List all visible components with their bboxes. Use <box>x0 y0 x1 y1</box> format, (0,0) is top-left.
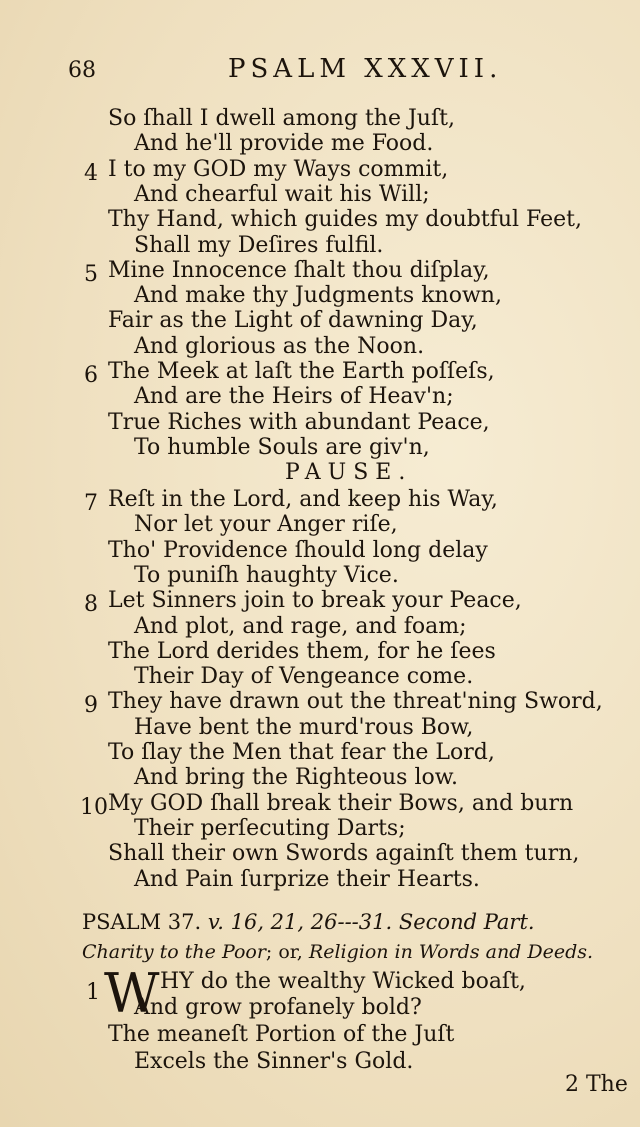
subtitle-charity: Charity to the Poor <box>82 941 266 963</box>
verse-line: To ſlay the Men that fear the Lord, <box>108 740 495 765</box>
verse-line: And Pain ſurprize their Hearts. <box>134 866 480 892</box>
verse-line: And plot, and rage, and foam; <box>134 613 467 639</box>
verse-line: The Meek at laſt the Earth poſſeſs, <box>108 359 495 384</box>
page-number: 68 <box>68 58 96 83</box>
verse-line: Mine Innocence ſhalt thou diſplay, <box>108 257 490 283</box>
verse-line: To humble Souls are giv'n, <box>134 434 430 460</box>
verse-line: Tho' Providence ſhould long delay <box>108 537 488 563</box>
pause-heading: PAUSE. <box>285 460 413 485</box>
verse-number: 7 <box>84 491 98 516</box>
verse-number: 9 <box>84 693 98 719</box>
section-subtitle <box>82 941 638 963</box>
verse-number: 6 <box>84 363 98 388</box>
verse-line: And grow profanely bold? <box>134 995 422 1020</box>
verse-line: To puniſh haughty Vice. <box>134 562 399 588</box>
running-header <box>0 52 640 86</box>
verse-line: My GOD ſhall break their Bows, and burn <box>108 790 574 816</box>
verse-line: Shall their own Swords againſt them turn, <box>108 841 580 867</box>
verse-line: I to my GOD my Ways commit, <box>108 156 449 182</box>
verse-line: HY do the wealthy Wicked boaſt, <box>160 969 526 994</box>
verse-line: The meaneſt Portion of the Juſt <box>108 1022 455 1047</box>
verse-line: And he'll provide me Food. <box>134 131 434 157</box>
verse-number: 8 <box>84 592 98 618</box>
verse-line: The Lord derides them, for he ſees <box>108 638 496 664</box>
verse-line: And glorious as the Noon. <box>134 333 425 359</box>
section-part: Second Part. <box>398 910 535 934</box>
section-verses: v. 16, 21, 26---31. <box>207 910 393 934</box>
verse-number: 10 <box>80 794 108 820</box>
verse-line: Their Day of Vengeance come. <box>134 664 474 690</box>
verse-line: Fair as the Light of dawning Day, <box>108 308 478 334</box>
psalm-title: PSALM XXXVII. <box>228 54 503 84</box>
verse-line: So ſhall I dwell among the Juſt, <box>108 106 455 131</box>
verse-number: 1 <box>86 980 100 1005</box>
verse-line: Their perſecuting Darts; <box>134 815 406 841</box>
section-heading <box>82 910 638 934</box>
verse-line: Excels the Sinner's Gold. <box>134 1049 414 1074</box>
verse-line: Thy Hand, which guides my doubtful Feet, <box>108 207 582 233</box>
section-psalm: PSALM 37. <box>82 910 202 934</box>
verse-number: 5 <box>84 261 98 287</box>
verse-line: Let Sinners join to break your Peace, <box>108 588 522 614</box>
verse-number: 4 <box>84 160 98 186</box>
catchword: 2 The <box>565 1072 628 1097</box>
verse-line: Reſt in the Lord, and keep his Way, <box>108 487 498 512</box>
verse-line: Shall my Deſires fulfil. <box>134 232 384 258</box>
verse-line: Have bent the murd'rous Bow, <box>134 714 474 740</box>
subtitle-religion: Religion in Words and Deeds. <box>308 941 594 963</box>
verse-line: True Riches with abundant Peace, <box>108 409 490 435</box>
subtitle-separator: ; or, <box>265 941 303 963</box>
verse-line: They have drawn out the threat'ning Sword, <box>108 689 603 715</box>
verse-line: And bring the Righteous low. <box>134 765 458 791</box>
verse-line: And chearful wait his Will; <box>134 181 430 207</box>
verse-line: Nor let your Anger riſe, <box>134 512 398 538</box>
verse-line: And are the Heirs of Heav'n; <box>134 384 454 410</box>
verse-line: And make thy Judgments known, <box>134 283 502 309</box>
drop-cap: W <box>104 962 160 1025</box>
